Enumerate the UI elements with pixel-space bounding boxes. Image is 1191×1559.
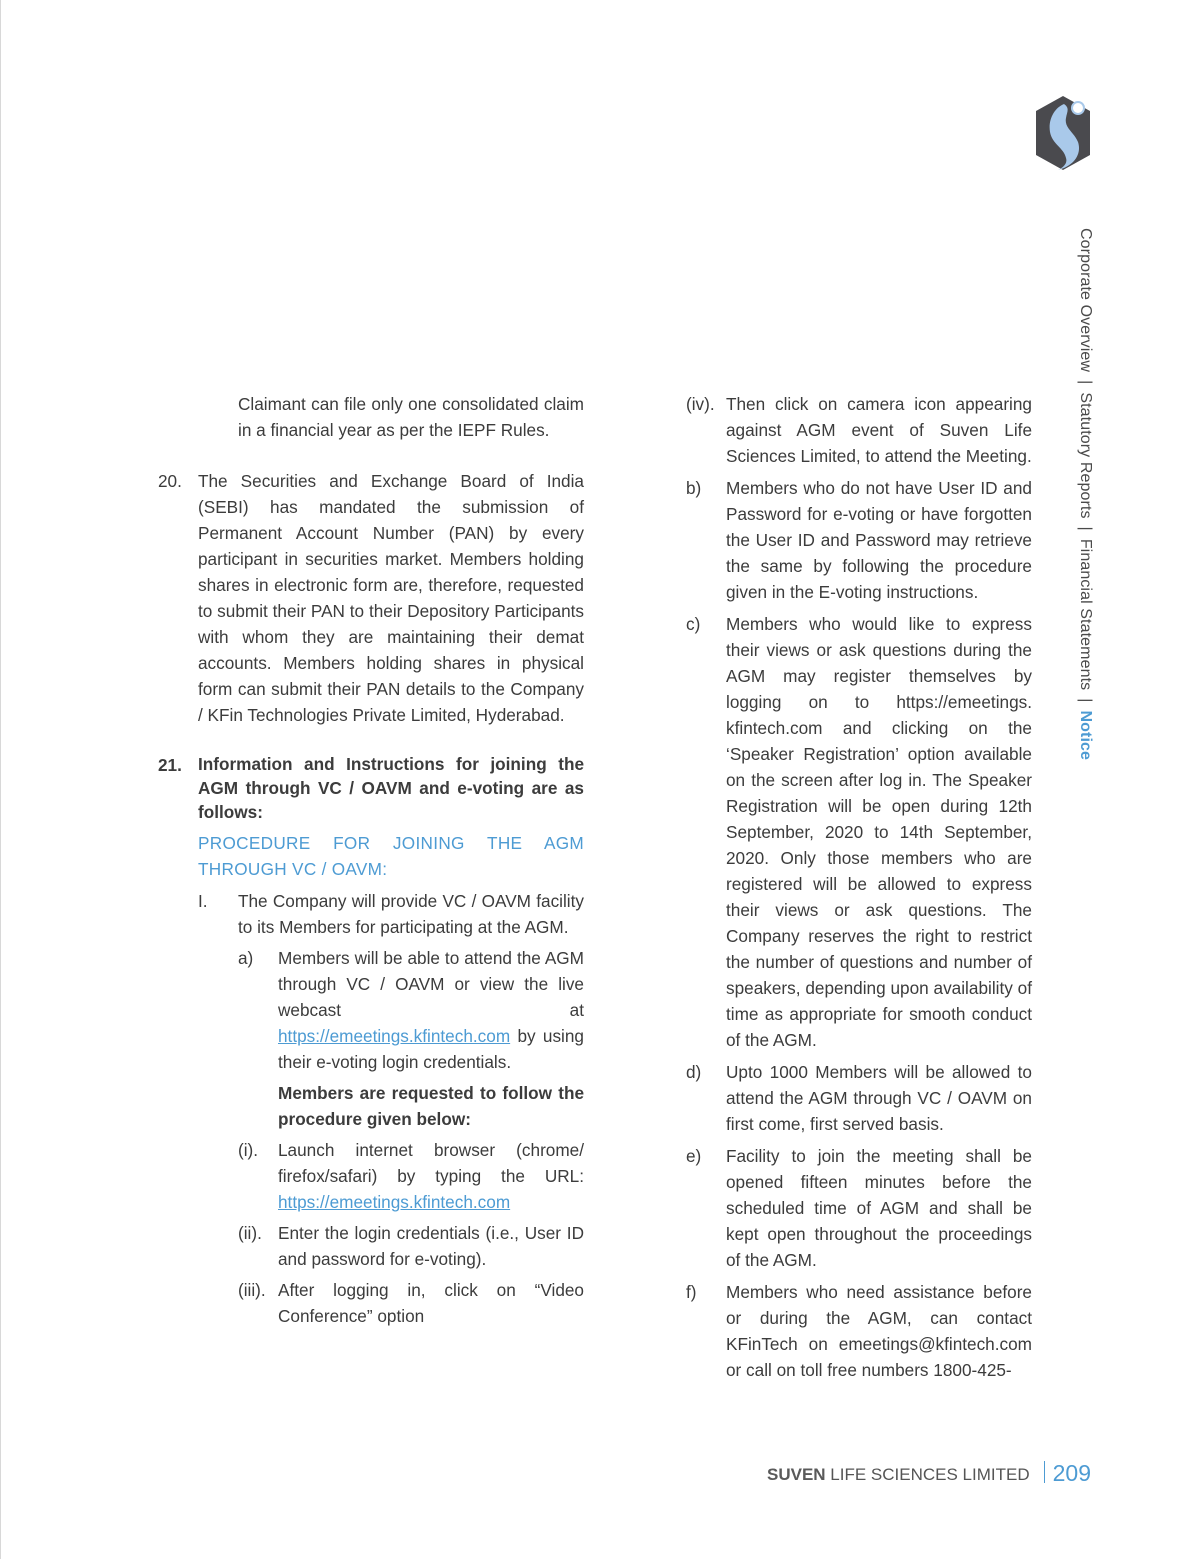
nav-notice-active[interactable]: Notice xyxy=(1077,710,1094,760)
item-text: Members who do not have User ID and Password for e-voting or have forgotten the User ID and Password may retrieve the same by following the procedure given in the E-voting instructions. xyxy=(726,478,1032,602)
list-item-f xyxy=(686,1279,1032,1383)
item-text: Upto 1000 Members will be allowed to attend the AGM through VC / OAVM on first come, first served basis. xyxy=(726,1062,1032,1134)
item-text: The Securities and Exchange Board of India (SEBI) has mandated the submission of Permanent Account Number (PAN) by every participant in securities market. Members holding shares in electronic form are, therefore, requested to submit their PAN to their Depository Participants with whom they are maintaining their demat accounts. Members holding shares in physical form can submit their PAN details to the Company / KFin Technologies Private Limited, Hyderabad. xyxy=(198,471,584,725)
item-number: f) xyxy=(686,1282,697,1302)
nav-statutory-reports[interactable]: Statutory Reports xyxy=(1077,392,1094,519)
page-edge-rule xyxy=(0,0,1,1559)
item-text: Members who would like to express their views or ask questions during the AGM may register themselves by logging on to https://emeetings. kfintech.com and clicking on the ‘Speaker Registration’ option available on the screen after log in. The Speaker Registration will be open during 12th September, 2020 to 14th September, 2020. Only those members who are registered will be allowed to express their views or ask questions. The Company reserves the right to restrict the number of questions and number of speakers, depending upon availability of time as appropriate for smooth conduct of the AGM. xyxy=(726,614,1032,1050)
list-item-I xyxy=(198,888,584,940)
item-heading: Information and Instructions for joining the AGM through VC / OAVM and e-voting are as follows: xyxy=(198,754,584,822)
nav-financial-statements[interactable]: Financial Statements xyxy=(1077,538,1094,691)
item-text: Facility to join the meeting shall be opened fifteen minutes before the scheduled time of AGM and shall be kept open throughout the proceedings of the AGM. xyxy=(726,1146,1032,1270)
section-navigation: Corporate Overview|Statutory Reports|Financial Statements|Notice xyxy=(1077,228,1094,760)
page-number: 209 xyxy=(1052,1460,1091,1486)
list-item-ii xyxy=(238,1220,584,1272)
item-number: (iii). xyxy=(238,1280,266,1300)
item-number: d) xyxy=(686,1062,702,1082)
item-number: (ii). xyxy=(238,1223,262,1243)
item-number: c) xyxy=(686,614,701,634)
item-text: Enter the login credentials (i.e., User ID and password for e-voting). xyxy=(278,1223,584,1269)
page-footer xyxy=(767,1460,1091,1487)
item-text: After logging in, click on “Video Conference” option xyxy=(278,1280,584,1326)
item-text: Then click on camera icon appearing against AGM event of Suven Life Sciences Limited, to attend the Meeting. xyxy=(726,394,1032,466)
item-number: I. xyxy=(198,891,208,911)
list-item-iii xyxy=(238,1277,584,1329)
footer-brand: SUVEN xyxy=(766,1465,826,1484)
list-item-e xyxy=(686,1143,1032,1273)
item-number: a) xyxy=(238,948,254,968)
emeetings-url-link[interactable]: https://emeetings.kfintech.com xyxy=(278,1192,511,1212)
item-text: Launch internet browser (chrome/ firefox/safari) by typing the URL: https://emeetings.kfintech.com xyxy=(278,1140,584,1212)
item-text: Members will be able to attend the AGM through VC / OAVM or view the live webcast at https://emeetings.kfintech.com by using their e-voting login credentials. xyxy=(278,948,584,1072)
list-item-b xyxy=(686,475,1032,605)
footer-divider xyxy=(1044,1461,1045,1483)
suven-logo-icon xyxy=(1034,94,1092,172)
item-text: Members who need assistance before or during the AGM, can contact KFinTech on emeetings@kfintech.com or call on toll free numbers 1800-425- xyxy=(726,1282,1032,1380)
item-number: e) xyxy=(686,1146,702,1166)
list-item-i xyxy=(238,1137,584,1215)
list-item-c xyxy=(686,611,1032,1053)
right-column xyxy=(686,391,1032,1383)
nav-corporate-overview[interactable]: Corporate Overview xyxy=(1077,228,1094,373)
left-column xyxy=(158,391,584,1329)
item-number: 21. xyxy=(158,755,182,775)
emeetings-link[interactable]: https://emeetings.kfintech.com xyxy=(278,1026,511,1046)
claim-paragraph: Claimant can file only one consolidated claim in a financial year as per the IEPF Rules. xyxy=(238,394,584,440)
item-text: The Company will provide VC / OAVM facility to its Members for participating at the AGM. xyxy=(238,891,584,937)
item-number: b) xyxy=(686,478,702,498)
item-number: (i). xyxy=(238,1140,259,1160)
list-item-iv xyxy=(686,391,1032,469)
procedure-heading: PROCEDURE FOR JOINING THE AGM THROUGH VC / OAVM: xyxy=(198,833,584,879)
list-item-21 xyxy=(158,752,584,824)
procedure-note: Members are requested to follow the procedure given below: xyxy=(278,1083,584,1129)
list-item-20 xyxy=(158,468,584,728)
list-item-a xyxy=(238,945,584,1075)
footer-company: LIFE SCIENCES LIMITED xyxy=(830,1465,1030,1484)
item-number: (iv). xyxy=(686,394,715,414)
item-number: 20. xyxy=(158,471,182,491)
list-item-d xyxy=(686,1059,1032,1137)
